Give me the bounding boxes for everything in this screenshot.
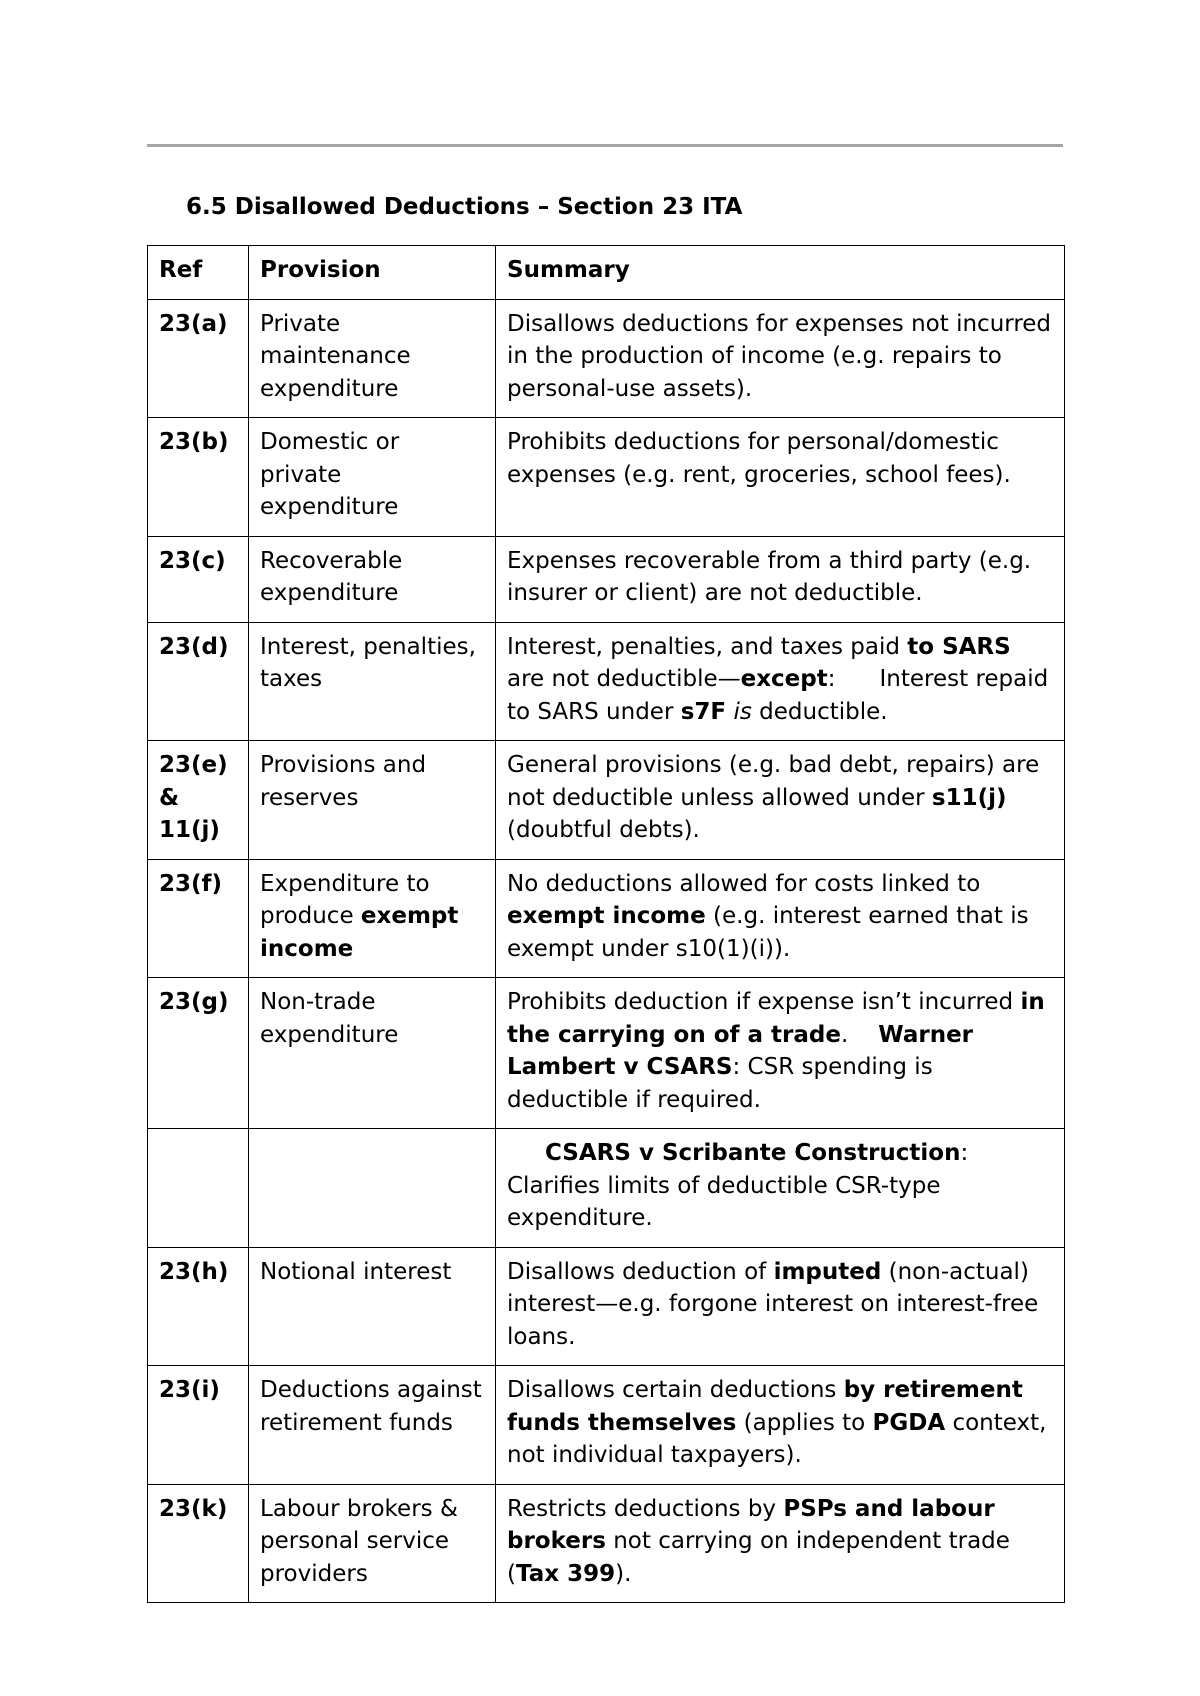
row-summary: Expenses recoverable from a third party (e.g. insurer or client) are not deductible. <box>496 536 1065 622</box>
row-provision: Domestic or private expenditure <box>249 418 496 537</box>
table-row <box>148 978 1065 1129</box>
top-rule <box>147 144 1063 147</box>
table-row <box>148 536 1065 622</box>
table-row <box>148 859 1065 978</box>
row-ref: 23(k) <box>148 1484 249 1603</box>
row-provision: Provisions and reserves <box>249 741 496 860</box>
section-heading: 6.5 Disallowed Deductions – Section 23 ITA <box>186 194 743 220</box>
row-summary: Prohibits deductions for personal/domestic expenses (e.g. rent, groceries, school fees). <box>496 418 1065 537</box>
row-ref: 23(b) <box>148 418 249 537</box>
row-summary: Disallows deduction of imputed (non-actual) interest—e.g. forgone interest on interest-free loans. <box>496 1247 1065 1366</box>
row-provision: Labour brokers & personal service providers <box>249 1484 496 1603</box>
row-ref: 23(a) <box>148 299 249 418</box>
row-ref: 23(e) & 11(j) <box>148 741 249 860</box>
row-ref: 23(g) <box>148 978 249 1129</box>
table-row <box>148 622 1065 741</box>
row-provision: Deductions against retirement funds <box>249 1366 496 1485</box>
table-row <box>148 1484 1065 1603</box>
header-provision: Provision <box>249 246 496 300</box>
row-ref: 23(h) <box>148 1247 249 1366</box>
row-provision: Private maintenance expenditure <box>249 299 496 418</box>
row-summary: Prohibits deduction if expense isn’t incurred in the carrying on of a trade. Warner Lambert v CSARS: CSR spending is deductible if required. <box>496 978 1065 1129</box>
table-row <box>148 741 1065 860</box>
table-row <box>148 418 1065 537</box>
row-summary: No deductions allowed for costs linked to exempt income (e.g. interest earned that is exempt under s10(1)(i)). <box>496 859 1065 978</box>
header-summary: Summary <box>496 246 1065 300</box>
row-ref: 23(i) <box>148 1366 249 1485</box>
row-ref: 23(c) <box>148 536 249 622</box>
row-summary: Restricts deductions by PSPs and labour brokers not carrying on independent trade (Tax 399). <box>496 1484 1065 1603</box>
table-row <box>148 1247 1065 1366</box>
row-summary: General provisions (e.g. bad debt, repairs) are not deductible unless allowed under s11(j) (doubtful debts). <box>496 741 1065 860</box>
row-summary: Disallows deductions for expenses not incurred in the production of income (e.g. repairs to personal-use assets). <box>496 299 1065 418</box>
table-row <box>148 299 1065 418</box>
row-provision: Recoverable expenditure <box>249 536 496 622</box>
table-row <box>148 1366 1065 1485</box>
row-provision <box>249 1129 496 1248</box>
row-ref <box>148 1129 249 1248</box>
row-provision: Interest, penalties, taxes <box>249 622 496 741</box>
table-header-row <box>148 246 1065 300</box>
row-provision: Expenditure to produce exempt income <box>249 859 496 978</box>
row-ref: 23(d) <box>148 622 249 741</box>
row-summary: Disallows certain deductions by retirement funds themselves (applies to PGDA context, not individual taxpayers). <box>496 1366 1065 1485</box>
row-ref: 23(f) <box>148 859 249 978</box>
disallowed-deductions-table <box>147 245 1065 1603</box>
row-provision: Non-trade expenditure <box>249 978 496 1129</box>
header-ref: Ref <box>148 246 249 300</box>
table-row <box>148 1129 1065 1248</box>
row-summary: Interest, penalties, and taxes paid to SARS are not deductible—except: Interest repaid to SARS under s7F is deductible. <box>496 622 1065 741</box>
row-summary: CSARS v Scribante Construction: Clarifies limits of deductible CSR-type expenditure. <box>496 1129 1065 1248</box>
row-provision: Notional interest <box>249 1247 496 1366</box>
